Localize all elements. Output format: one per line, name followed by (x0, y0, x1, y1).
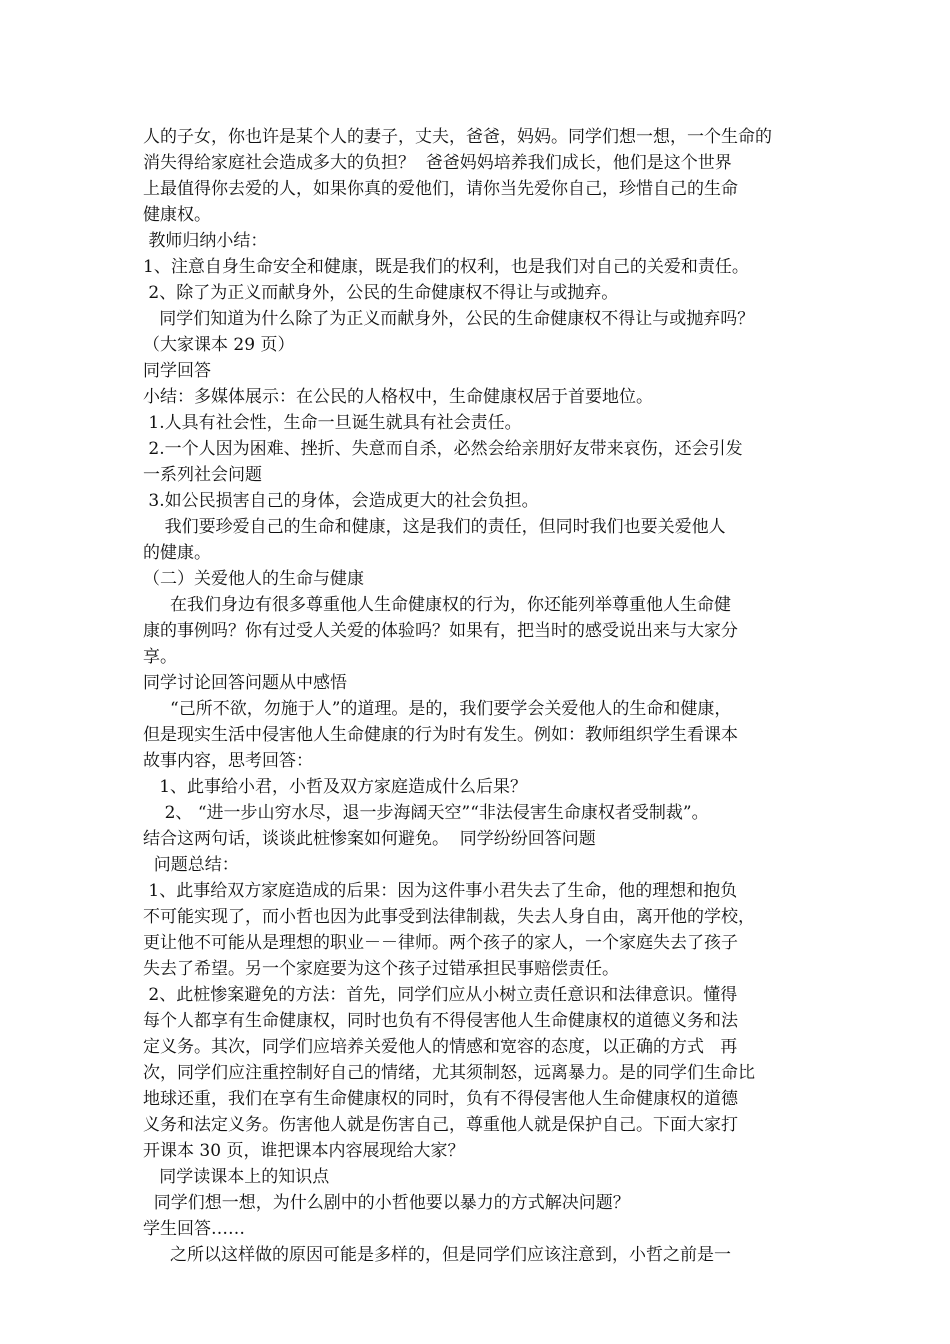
text-line: 康的事例吗？你有过受人关爱的体验吗？如果有，把当时的感受说出来与大家分 (143, 621, 738, 641)
text-line: “己所不欲，勿施于人”的道理。是的，我们要学会关爱他人的生命和健康， (143, 699, 732, 719)
list-item: 3.如公民损害自己的身体，会造成更大的社会负担。 (143, 491, 539, 511)
text-line: 之所以这样做的原因可能是多样的，但是同学们应该注意到，小哲之前是一 (143, 1245, 732, 1265)
text-line: 消失得给家庭社会造成多大的负担？ 爸爸妈妈培养我们成长，他们是这个世界 (143, 153, 732, 173)
list-item: 1、此事给小君，小哲及双方家庭造成什么后果？ (143, 777, 528, 797)
document-body (143, 124, 815, 1268)
text-line: 同学回答 (143, 361, 211, 381)
text-line: 同学们知道为什么除了为正义而献身外，公民的生命健康权不得让与或抛弃吗？ (143, 309, 755, 329)
text-line: （大家课本 29 页） (143, 335, 295, 355)
list-item: 2、此桩惨案避免的方法：首先，同学们应从小树立责任意识和法律意识。懂得 (143, 985, 738, 1005)
text-line: 每个人都享有生命健康权，同时也负有不得侵害他人生命健康权的道德义务和法 (143, 1011, 738, 1031)
list-item: 2、 “进一步山穷水尽，退一步海阔天空”“非法侵害生命康权者受制裁”。 (143, 803, 709, 823)
text-line: 故事内容，思考回答： (143, 751, 313, 771)
section-heading: （二）关爱他人的生命与健康 (143, 569, 364, 589)
list-item: 1.人具有社会性，生命一旦诞生就具有社会责任。 (143, 413, 522, 433)
section-heading: 教师归纳小结： (143, 231, 268, 251)
text-line: 2、除了为正义而献身外，公民的生命健康权不得让与或抛弃。 (143, 283, 619, 303)
text-line: 次，同学们应注重控制好自己的情绪，尤其须制怒，远离暴力。是的同学们生命比 (143, 1063, 755, 1083)
text-line: 结合这两句话，谈谈此桩惨案如何避免。 同学纷纷回答问题 (143, 829, 596, 849)
text-line: 同学们想一想，为什么剧中的小哲他要以暴力的方式解决问题？ (143, 1193, 630, 1213)
text-line: 但是现实生活中侵害他人生命健康的行为时有发生。例如：教师组织学生看课本 (143, 725, 738, 745)
text-line: 同学讨论回答问题从中感悟 (143, 673, 347, 693)
text-line: 地球还重，我们在享有生命健康权的同时，负有不得侵害他人生命健康权的道德 (143, 1089, 738, 1109)
text-line: 学生回答…… (143, 1219, 245, 1239)
text-line: 我们要珍爱自己的生命和健康，这是我们的责任，但同时我们也要关爱他人 (143, 517, 726, 537)
text-line: 1、注意自身生命安全和健康，既是我们的权利，也是我们对自己的关爱和责任。 (143, 257, 749, 277)
text-line: 在我们身边有很多尊重他人生命健康权的行为，你还能列举尊重他人生命健 (143, 595, 732, 615)
section-heading: 问题总结： (143, 855, 239, 875)
text-line: 的健康。 (143, 543, 211, 563)
text-line: 失去了希望。另一个家庭要为这个孩子过错承担民事赔偿责任。 (143, 959, 619, 979)
text-line: 享。 (143, 647, 177, 667)
text-line: 上最值得你去爱的人，如果你真的爱他们，请你当先爱你自己，珍惜自己的生命 (143, 179, 738, 199)
text-line: 同学读课本上的知识点 (143, 1167, 330, 1187)
text-line: 一系列社会问题 (143, 465, 262, 485)
list-item: 2.一个人因为困难、挫折、失意而自杀，必然会给亲朋好友带来哀伤，还会引发 (143, 439, 743, 459)
text-line: 更让他不可能从是理想的职业－－律师。两个孩子的家人，一个家庭失去了孩子 (143, 933, 738, 953)
list-item: 1、此事给双方家庭造成的后果：因为这件事小君失去了生命，他的理想和抱负 (143, 881, 738, 901)
text-line: 开课本 30 页，谁把课本内容展现给大家？ (143, 1141, 465, 1161)
text-line: 健康权。 (143, 205, 211, 225)
text-line: 不可能实现了，而小哲也因为此事受到法律制裁，失去人身自由，离开他的学校， (143, 907, 755, 927)
text-line: 小结：多媒体展示：在公民的人格权中，生命健康权居于首要地位。 (143, 387, 653, 407)
text-line: 定义务。其次，同学们应培养关爱他人的情感和宽容的态度，以正确的方式 再 (143, 1037, 738, 1057)
text-line: 义务和法定义务。伤害他人就是伤害自己，尊重他人就是保护自己。下面大家打 (143, 1115, 738, 1135)
text-line: 人的子女，你也许是某个人的妻子，丈夫，爸爸，妈妈。同学们想一想，一个生命的 (143, 127, 772, 147)
